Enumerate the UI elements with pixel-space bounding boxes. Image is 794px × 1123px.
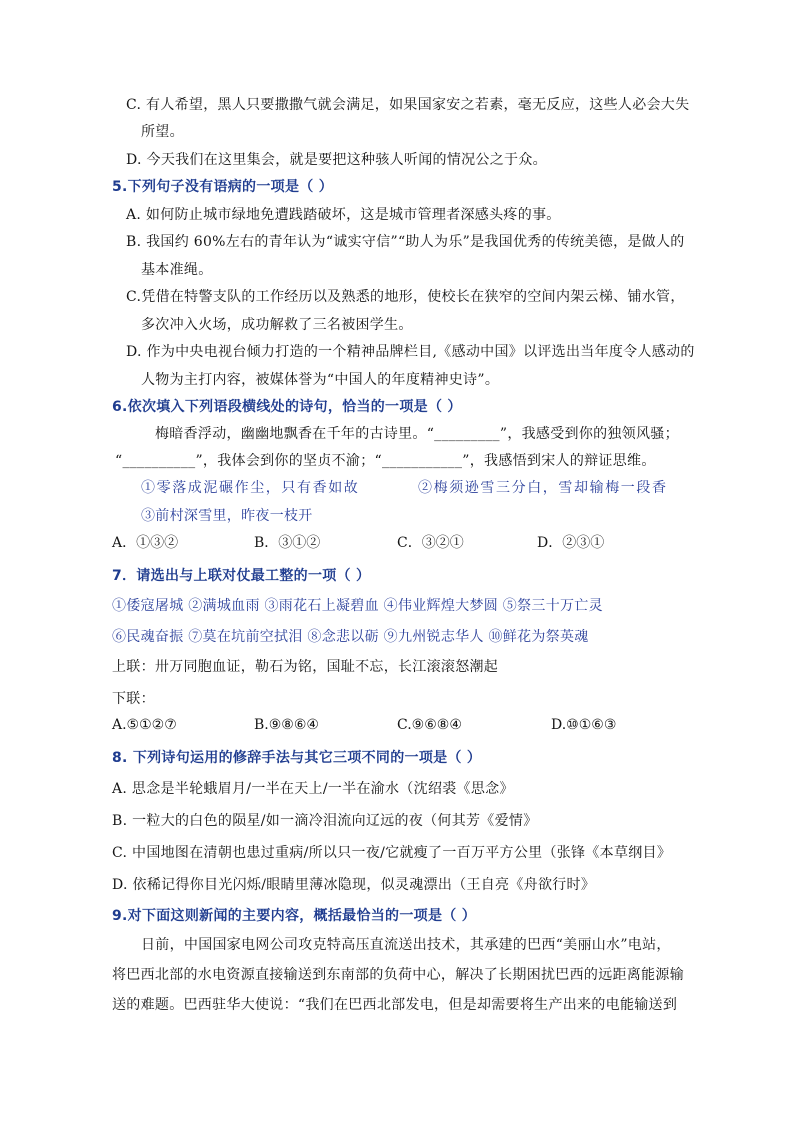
q7-upper-couplet: 上联：卅万同胞血证，勒石为铭，国耻不忘，长江滚滚怒潮起 xyxy=(112,659,499,675)
q6-poem-1: ①零落成泥碾作尘，只有香如故 xyxy=(141,480,360,496)
q4-option-c-line1: C. 有人希望，黑人只要撒撒气就会满足，如果国家安之若素，毫无反应，这些人必会大失 xyxy=(126,97,690,113)
q7-option-b: B.⑨⑧⑥④ xyxy=(254,717,319,733)
q6-option-c: C．③②① xyxy=(397,535,464,551)
q8-option-a: A. 思念是半轮蛾眉月/一半在天上/一半在渝水（沈绍裘《思念》 xyxy=(112,781,514,797)
q7-option-d: D.⑩①⑥③ xyxy=(551,717,617,733)
q5-option-d-line1: D. 作为中央电视台倾力打造的一个精神品牌栏目,《感动中国》以评选出当年度令人感动的 xyxy=(126,344,695,360)
q5-option-d-line2: 人物为主打内容，被媒体誉为“中国人的年度精神史诗”。 xyxy=(141,372,500,388)
q6-option-a: A．①③② xyxy=(112,535,179,551)
q7-choices-line2: ⑥民魂奋振 ⑦莫在坑前空拭泪 ⑧念悲以砺 ⑨九州锐志华人 ⑩鲜花为祭英魂 xyxy=(112,629,589,645)
q8-option-b: B. 一粒大的白色的陨星/如一滴冷泪流向辽远的夜（何其芳《爱情》 xyxy=(112,813,538,829)
q6-options xyxy=(0,534,794,552)
q7-option-c: C.⑨⑥⑧④ xyxy=(397,717,462,733)
q6-passage-line2: “__________”，我体会到你的坚贞不渝；“___________”，我感悟到宋人的辩证思维。 xyxy=(115,453,656,469)
q6-option-d: D．②③① xyxy=(537,535,605,551)
q5-option-c-line2: 多次冲入火场，成功解救了三名被困学生。 xyxy=(141,317,413,333)
q6-option-b: B．③①② xyxy=(254,535,321,551)
q9-passage-line1: 日前，中国国家电网公司攻克特高压直流送出技术，其承建的巴西“美丽山水”电站， xyxy=(141,937,671,953)
q7-choices-line1: ①倭寇屠城 ②满城血雨 ③雨花石上凝碧血 ④伟业辉煌大梦圆 ⑤祭三十万亡灵 xyxy=(112,598,603,614)
q5-title: 5.下列句子没有语病的一项是（ ） xyxy=(112,179,334,195)
q9-title: 9.对下面这则新闻的主要内容，概括最恰当的一项是（ ） xyxy=(112,908,477,924)
q7-lower-couplet: 下联： xyxy=(112,691,155,707)
q6-title: 6.依次填入下列语段横线处的诗句，恰当的一项是（ ） xyxy=(112,399,462,415)
q7-options xyxy=(0,716,794,734)
q7-option-a: A.⑤①②⑦ xyxy=(112,717,177,733)
q7-title: 7．请选出与上联对仗最工整的一项（ ） xyxy=(112,568,371,584)
q9-passage-line2: 将巴西北部的水电资源直接输送到东南部的负荷中心，解决了长期困扰巴西的远距离能源输 xyxy=(112,967,684,983)
q4-option-d: D. 今天我们在这里集会，就是要把这种骇人听闻的情况公之于众。 xyxy=(126,152,547,168)
q6-poem-3: ③前村深雪里，昨夜一枝开 xyxy=(141,508,313,524)
q4-option-c-line2: 所望。 xyxy=(141,124,184,140)
q5-option-b-line2: 基本准绳。 xyxy=(141,262,213,278)
q5-option-a: A. 如何防止城市绿地免遭践踏破坏，这是城市管理者深感头疼的事。 xyxy=(126,207,561,223)
q8-title: 8. 下列诗句运用的修辞手法与其它三项不同的一项是（ ） xyxy=(112,750,482,766)
q9-passage-line3: 送的难题。巴西驻华大使说：“我们在巴西北部发电，但是却需要将生产出来的电能输送到 xyxy=(112,997,678,1013)
q5-option-c-line1: C.凭借在特警支队的工作经历以及熟悉的地形，使校长在狭窄的空间内架云梯、铺水管， xyxy=(126,289,685,305)
q5-option-b-line1: B. 我国约 60%左右的青年认为“诚实守信”“助人为乐”是我国优秀的传统美德，是做人的 xyxy=(126,234,685,250)
q8-option-d: D. 依稀记得你目光闪烁/眼睛里薄冰隐现，似灵魂漂出（王自亮《舟欲行时》 xyxy=(112,877,596,893)
q6-poem-2: ②梅须逊雪三分白，雪却输梅一段香 xyxy=(418,480,668,496)
q6-passage-line1: 梅暗香浮动，幽幽地飘香在千年的古诗里。“_________”，我感受到你的独领风骚； xyxy=(155,426,679,442)
q8-option-c: C. 中国地图在清朝也患过重病/所以只一夜/它就瘦了一百万平方公里（张锋《本草纲目》 xyxy=(112,845,672,861)
